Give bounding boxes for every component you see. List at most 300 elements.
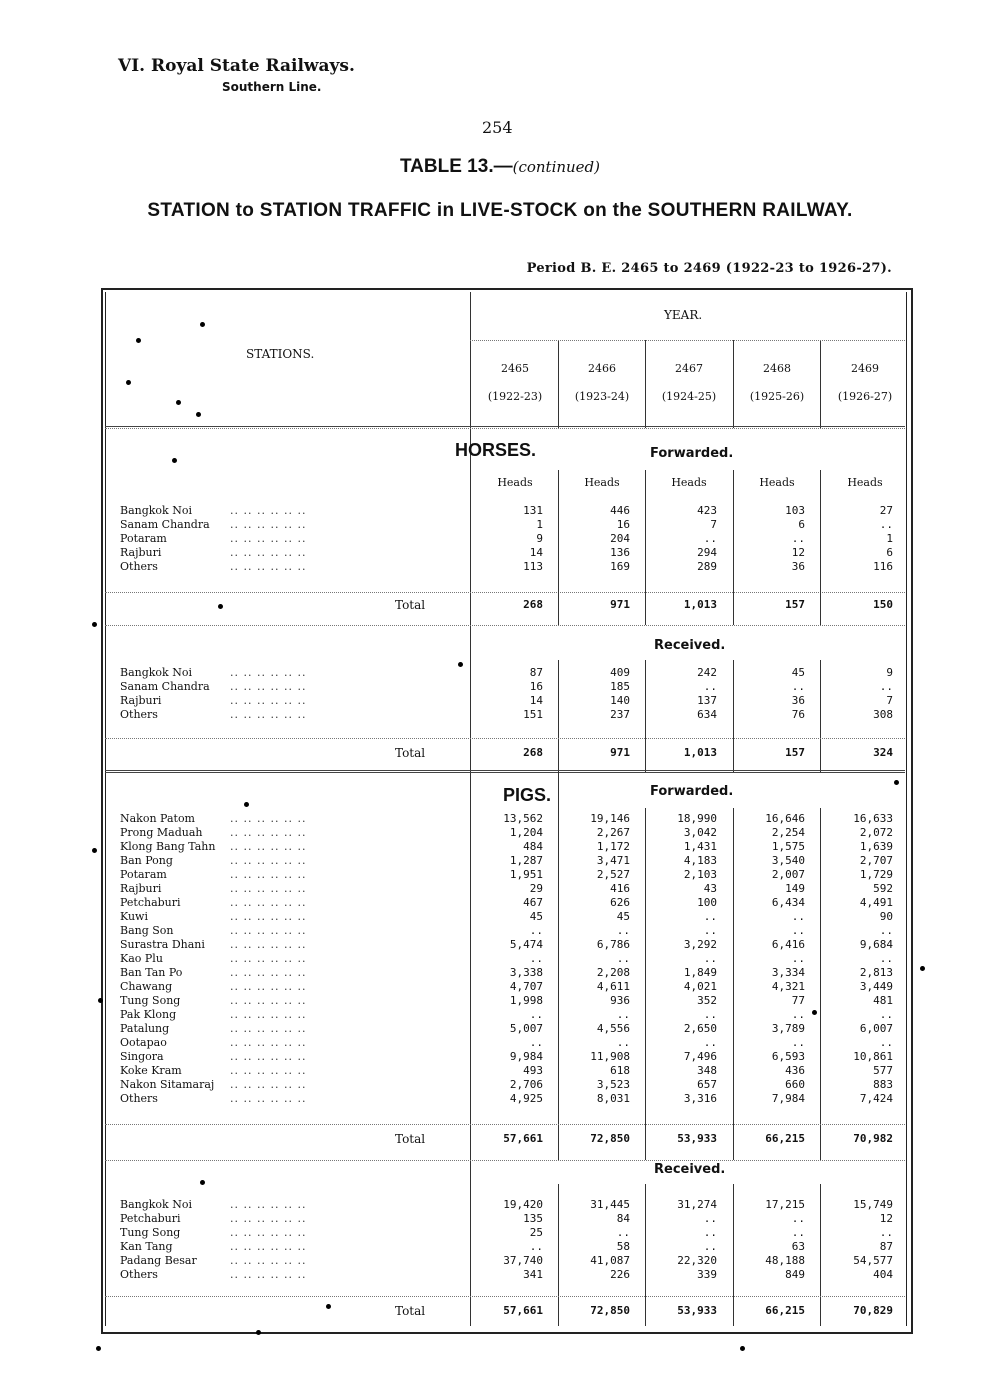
station-name: Petchaburi xyxy=(120,896,181,909)
cell-value: 3,338 xyxy=(509,966,543,979)
cell-value: 31,445 xyxy=(590,1198,630,1211)
cell-value: 289 xyxy=(697,560,717,573)
total-value: 971 xyxy=(610,598,630,611)
leader-dots: .. .. .. .. .. .. xyxy=(230,938,307,951)
scan-speck xyxy=(96,1346,101,1351)
cell-value: 6,416 xyxy=(771,938,805,951)
cell-value: .. xyxy=(791,680,805,693)
station-name: Pak Klong xyxy=(120,1008,177,1021)
cell-value: .. xyxy=(791,1008,805,1021)
cell-value: 9 xyxy=(536,532,543,545)
cell-value: 2,267 xyxy=(596,826,630,839)
cell-value: 237 xyxy=(610,708,630,721)
row-rule xyxy=(105,1296,905,1297)
cell-value: .. xyxy=(529,952,543,965)
cell-value: .. xyxy=(529,1240,543,1253)
year-ce: (1922-23) xyxy=(487,390,543,403)
cell-value: 446 xyxy=(610,504,630,517)
cell-value: .. xyxy=(879,952,893,965)
cell-value: .. xyxy=(616,924,630,937)
column-rule xyxy=(558,772,559,1160)
station-name: Chawang xyxy=(120,980,173,993)
cell-value: 17,215 xyxy=(765,1198,805,1211)
cell-value: .. xyxy=(703,680,717,693)
leader-dots: .. .. .. .. .. .. xyxy=(230,1212,307,1225)
cell-value: .. xyxy=(791,532,805,545)
cell-value: .. xyxy=(703,1240,717,1253)
cell-value: 467 xyxy=(523,896,543,909)
station-name: Rajburi xyxy=(120,546,162,559)
station-name: Bangkok Noi xyxy=(120,666,192,679)
scan-speck xyxy=(740,1346,745,1351)
station-name: Klong Bang Tahn xyxy=(120,840,216,853)
cell-value: 11,908 xyxy=(590,1050,630,1063)
column-rule xyxy=(645,660,646,772)
station-name: Others xyxy=(120,1092,158,1105)
row-rule xyxy=(470,340,905,341)
cell-value: 436 xyxy=(785,1064,805,1077)
cell-value: 135 xyxy=(523,1212,543,1225)
cell-value: 4,183 xyxy=(683,854,717,867)
cell-value: 2,706 xyxy=(509,1078,543,1091)
cell-value: 577 xyxy=(873,1064,893,1077)
leader-dots: .. .. .. .. .. .. xyxy=(230,1198,307,1211)
cell-value: 6,593 xyxy=(771,1050,805,1063)
total-label: Total xyxy=(395,1304,426,1318)
row-rule xyxy=(105,1160,905,1161)
column-rule xyxy=(820,660,821,772)
scan-speck xyxy=(98,998,103,1003)
column-rule xyxy=(820,808,821,1160)
leader-dots: .. .. .. .. .. .. xyxy=(230,896,307,909)
station-name: Sanam Chandra xyxy=(120,518,210,531)
total-value: 70,829 xyxy=(853,1304,893,1317)
cell-value: 22,320 xyxy=(677,1254,717,1267)
year-ce: (1924-25) xyxy=(661,390,717,403)
cell-value: 1,287 xyxy=(509,854,543,867)
cell-value: 169 xyxy=(610,560,630,573)
leader-dots: .. .. .. .. .. .. xyxy=(230,1050,307,1063)
leader-dots: .. .. .. .. .. .. xyxy=(230,840,307,853)
cell-value: 76 xyxy=(791,708,805,721)
station-name: Potaram xyxy=(120,532,167,545)
leader-dots: .. .. .. .. .. .. xyxy=(230,826,307,839)
section-title: HORSES. xyxy=(455,440,537,460)
cell-value: 19,146 xyxy=(590,812,630,825)
year-header: YEAR. xyxy=(664,308,703,322)
cell-value: 341 xyxy=(523,1268,543,1281)
cell-value: 87 xyxy=(879,1240,893,1253)
column-rule xyxy=(558,1184,559,1326)
cell-value: .. xyxy=(529,924,543,937)
cell-value: 416 xyxy=(610,882,630,895)
cell-value: 6,786 xyxy=(596,938,630,951)
section-heading: VI. Royal State Railways. xyxy=(118,56,355,76)
leader-dots: .. .. .. .. .. .. xyxy=(230,882,307,895)
cell-value: 849 xyxy=(785,1268,805,1281)
total-value: 53,933 xyxy=(677,1304,717,1317)
cell-value: 12 xyxy=(791,546,805,559)
leader-dots: .. .. .. .. .. .. xyxy=(230,504,307,517)
cell-value: 16 xyxy=(616,518,630,531)
leader-dots: .. .. .. .. .. .. xyxy=(230,924,307,937)
cell-value: .. xyxy=(879,924,893,937)
leader-dots: .. .. .. .. .. .. xyxy=(230,1036,307,1049)
cell-value: 2,650 xyxy=(683,1022,717,1035)
scan-speck xyxy=(256,1330,261,1335)
cell-value: 4,611 xyxy=(596,980,630,993)
cell-value: 423 xyxy=(697,504,717,517)
station-name: Bangkok Noi xyxy=(120,504,192,517)
year-be: 2469 xyxy=(851,362,879,375)
column-rule xyxy=(645,1184,646,1326)
total-value: 157 xyxy=(785,746,805,759)
cell-value: 242 xyxy=(697,666,717,679)
leader-dots: .. .. .. .. .. .. xyxy=(230,1078,307,1091)
cell-value: .. xyxy=(703,924,717,937)
scan-speck xyxy=(458,662,463,667)
scan-speck xyxy=(136,338,141,343)
cell-value: .. xyxy=(791,952,805,965)
leader-dots: .. .. .. .. .. .. xyxy=(230,1022,307,1035)
cell-value: 140 xyxy=(610,694,630,707)
column-rule xyxy=(558,660,559,772)
cell-value: 15,749 xyxy=(853,1198,893,1211)
leader-dots: .. .. .. .. .. .. xyxy=(230,1268,307,1281)
cell-value: .. xyxy=(616,1226,630,1239)
cell-value: 1 xyxy=(886,532,893,545)
cell-value: 7 xyxy=(710,518,717,531)
cell-value: .. xyxy=(703,952,717,965)
scan-speck xyxy=(172,458,177,463)
column-rule xyxy=(558,592,559,625)
cell-value: 25 xyxy=(529,1226,543,1239)
cell-value: 3,292 xyxy=(683,938,717,951)
cell-value: .. xyxy=(703,1008,717,1021)
leader-dots: .. .. .. .. .. .. xyxy=(230,868,307,881)
year-be: 2465 xyxy=(501,362,529,375)
cell-value: 90 xyxy=(879,910,893,923)
section-title: PIGS. xyxy=(503,785,552,805)
cell-value: 45 xyxy=(616,910,630,923)
station-name: Prong Maduah xyxy=(120,826,203,839)
cell-value: 58 xyxy=(616,1240,630,1253)
cell-value: 6,007 xyxy=(859,1022,893,1035)
table-continued: (continued) xyxy=(512,158,601,176)
row-rule xyxy=(105,428,905,429)
received-label: Received. xyxy=(654,1162,726,1177)
scan-speck xyxy=(92,622,97,627)
cell-value: 36 xyxy=(791,694,805,707)
cell-value: 45 xyxy=(529,910,543,923)
cell-value: 4,321 xyxy=(771,980,805,993)
cell-value: 16 xyxy=(529,680,543,693)
column-rule xyxy=(733,808,734,1160)
scan-speck xyxy=(920,966,925,971)
table-title: STATION to STATION TRAFFIC in LIVE-STOCK on the SOUTHERN RAILWAY. xyxy=(147,200,853,221)
cell-value: 1,575 xyxy=(771,840,805,853)
cell-value: 3,789 xyxy=(771,1022,805,1035)
row-rule xyxy=(105,592,905,593)
unit-label: Heads xyxy=(584,476,620,489)
total-value: 157 xyxy=(785,598,805,611)
cell-value: 484 xyxy=(523,840,543,853)
cell-value: .. xyxy=(703,910,717,923)
cell-value: .. xyxy=(791,924,805,937)
total-value: 1,013 xyxy=(683,598,717,611)
cell-value: 87 xyxy=(529,666,543,679)
station-name: Ban Tan Po xyxy=(120,966,183,979)
cell-value: 1,849 xyxy=(683,966,717,979)
forwarded-label: Forwarded. xyxy=(650,784,734,799)
column-rule xyxy=(645,808,646,1160)
column-rule xyxy=(645,340,646,428)
cell-value: 348 xyxy=(697,1064,717,1077)
year-be: 2467 xyxy=(675,362,703,375)
total-label: Total xyxy=(395,598,426,612)
station-name: Ban Pong xyxy=(120,854,173,867)
cell-value: 10,861 xyxy=(853,1050,893,1063)
cell-value: 9,984 xyxy=(509,1050,543,1063)
cell-value: 3,449 xyxy=(859,980,893,993)
table-number: TABLE 13.— xyxy=(399,156,513,177)
column-rule xyxy=(645,470,646,592)
cell-value: 137 xyxy=(697,694,717,707)
total-value: 1,013 xyxy=(683,746,717,759)
column-rule xyxy=(733,470,734,592)
cell-value: .. xyxy=(616,1008,630,1021)
leader-dots: .. .. .. .. .. .. xyxy=(230,1254,307,1267)
column-rule xyxy=(558,470,559,592)
column-rule xyxy=(645,592,646,625)
row-rule xyxy=(105,738,905,739)
cell-value: 31,274 xyxy=(677,1198,717,1211)
cell-value: 226 xyxy=(610,1268,630,1281)
cell-value: 1 xyxy=(536,518,543,531)
cell-value: 9 xyxy=(886,666,893,679)
cell-value: 84 xyxy=(616,1212,630,1225)
cell-value: .. xyxy=(703,1036,717,1049)
leader-dots: .. .. .. .. .. .. xyxy=(230,694,307,707)
scan-speck xyxy=(196,412,201,417)
leader-dots: .. .. .. .. .. .. xyxy=(230,518,307,531)
total-value: 57,661 xyxy=(503,1304,543,1317)
cell-value: 149 xyxy=(785,882,805,895)
cell-value: 36 xyxy=(791,560,805,573)
station-name: Others xyxy=(120,560,158,573)
cell-value: 409 xyxy=(610,666,630,679)
cell-value: 634 xyxy=(697,708,717,721)
row-rule xyxy=(105,625,905,626)
cell-value: 100 xyxy=(697,896,717,909)
total-value: 70,982 xyxy=(853,1132,893,1145)
cell-value: 493 xyxy=(523,1064,543,1077)
cell-value: 45 xyxy=(791,666,805,679)
cell-value: 12 xyxy=(879,1212,893,1225)
column-rule xyxy=(820,340,821,428)
station-name: Tung Song xyxy=(120,1226,181,1239)
cell-value: .. xyxy=(703,532,717,545)
scan-speck xyxy=(92,848,97,853)
cell-value: 37,740 xyxy=(503,1254,543,1267)
leader-dots: .. .. .. .. .. .. xyxy=(230,952,307,965)
cell-value: 1,639 xyxy=(859,840,893,853)
cell-value: .. xyxy=(879,1036,893,1049)
cell-value: 4,021 xyxy=(683,980,717,993)
cell-value: 18,990 xyxy=(677,812,717,825)
total-value: 57,661 xyxy=(503,1132,543,1145)
total-value: 66,215 xyxy=(765,1304,805,1317)
cell-value: 204 xyxy=(610,532,630,545)
cell-value: 19,420 xyxy=(503,1198,543,1211)
forwarded-label: Forwarded. xyxy=(650,446,734,461)
station-name: Rajburi xyxy=(120,882,162,895)
scan-speck xyxy=(200,1180,205,1185)
cell-value: 3,471 xyxy=(596,854,630,867)
row-rule xyxy=(105,426,905,427)
cell-value: 7,496 xyxy=(683,1050,717,1063)
cell-value: 5,474 xyxy=(509,938,543,951)
cell-value: 48,188 xyxy=(765,1254,805,1267)
year-be: 2468 xyxy=(763,362,791,375)
cell-value: .. xyxy=(791,1226,805,1239)
total-value: 66,215 xyxy=(765,1132,805,1145)
cell-value: 7,424 xyxy=(859,1092,893,1105)
station-name: Petchaburi xyxy=(120,1212,181,1225)
unit-label: Heads xyxy=(497,476,533,489)
cell-value: 3,334 xyxy=(771,966,805,979)
cell-value: 6,434 xyxy=(771,896,805,909)
station-name: Rajburi xyxy=(120,694,162,707)
leader-dots: .. .. .. .. .. .. xyxy=(230,1064,307,1077)
year-be: 2466 xyxy=(588,362,616,375)
station-name: Nakon Sitamaraj xyxy=(120,1078,215,1091)
cell-value: 2,103 xyxy=(683,868,717,881)
cell-value: .. xyxy=(791,910,805,923)
cell-value: 4,925 xyxy=(509,1092,543,1105)
cell-value: 7,984 xyxy=(771,1092,805,1105)
leader-dots: .. .. .. .. .. .. xyxy=(230,1092,307,1105)
leader-dots: .. .. .. .. .. .. xyxy=(230,966,307,979)
station-name: Others xyxy=(120,708,158,721)
station-name: Others xyxy=(120,1268,158,1281)
cell-value: 618 xyxy=(610,1064,630,1077)
cell-value: .. xyxy=(879,1226,893,1239)
column-rule xyxy=(820,1184,821,1326)
row-rule xyxy=(105,770,905,771)
cell-value: .. xyxy=(616,1036,630,1049)
unit-label: Heads xyxy=(847,476,883,489)
cell-value: 136 xyxy=(610,546,630,559)
cell-value: 185 xyxy=(610,680,630,693)
cell-value: 6 xyxy=(798,518,805,531)
cell-value: 5,007 xyxy=(509,1022,543,1035)
leader-dots: .. .. .. .. .. .. xyxy=(230,812,307,825)
cell-value: 592 xyxy=(873,882,893,895)
cell-value: 2,072 xyxy=(859,826,893,839)
cell-value: 13,562 xyxy=(503,812,543,825)
leader-dots: .. .. .. .. .. .. xyxy=(230,994,307,1007)
scan-speck xyxy=(218,604,223,609)
leader-dots: .. .. .. .. .. .. xyxy=(230,546,307,559)
scan-speck xyxy=(176,400,181,405)
station-name: Padang Besar xyxy=(120,1254,197,1267)
cell-value: 4,491 xyxy=(859,896,893,909)
station-name: Bang Son xyxy=(120,924,174,937)
cell-value: 27 xyxy=(879,504,893,517)
cell-value: 936 xyxy=(610,994,630,1007)
cell-value: .. xyxy=(879,1008,893,1021)
cell-value: 7 xyxy=(886,694,893,707)
column-rule xyxy=(733,592,734,625)
leader-dots: .. .. .. .. .. .. xyxy=(230,666,307,679)
cell-value: 131 xyxy=(523,504,543,517)
scan-speck xyxy=(244,802,249,807)
total-value: 53,933 xyxy=(677,1132,717,1145)
scan-speck xyxy=(126,380,131,385)
cell-value: 9,684 xyxy=(859,938,893,951)
cell-value: 116 xyxy=(873,560,893,573)
stations-header: STATIONS. xyxy=(246,347,315,361)
station-name: Bangkok Noi xyxy=(120,1198,192,1211)
cell-value: .. xyxy=(791,1036,805,1049)
cell-value: 883 xyxy=(873,1078,893,1091)
cell-value: 308 xyxy=(873,708,893,721)
cell-value: 8,031 xyxy=(596,1092,630,1105)
cell-value: 2,527 xyxy=(596,868,630,881)
station-name: Kao Plu xyxy=(120,952,163,965)
leader-dots: .. .. .. .. .. .. xyxy=(230,532,307,545)
leader-dots: .. .. .. .. .. .. xyxy=(230,680,307,693)
cell-value: 1,729 xyxy=(859,868,893,881)
cell-value: 626 xyxy=(610,896,630,909)
total-value: 268 xyxy=(523,598,543,611)
leader-dots: .. .. .. .. .. .. xyxy=(230,854,307,867)
leader-dots: .. .. .. .. .. .. xyxy=(230,910,307,923)
leader-dots: .. .. .. .. .. .. xyxy=(230,1226,307,1239)
cell-value: 4,556 xyxy=(596,1022,630,1035)
station-name: Kan Tang xyxy=(120,1240,173,1253)
unit-label: Heads xyxy=(759,476,795,489)
column-rule xyxy=(733,660,734,772)
cell-value: 1,998 xyxy=(509,994,543,1007)
station-name: Tung Song xyxy=(120,994,181,1007)
total-label: Total xyxy=(395,1132,426,1146)
total-value: 971 xyxy=(610,746,630,759)
cell-value: .. xyxy=(703,1226,717,1239)
cell-value: 657 xyxy=(697,1078,717,1091)
leader-dots: .. .. .. .. .. .. xyxy=(230,980,307,993)
leader-dots: .. .. .. .. .. .. xyxy=(230,708,307,721)
station-name: Surastra Dhani xyxy=(120,938,205,951)
table-label xyxy=(0,156,1000,178)
station-name: Koke Kram xyxy=(120,1064,182,1077)
total-value: 150 xyxy=(873,598,893,611)
scan-speck xyxy=(326,1304,331,1309)
column-rule xyxy=(733,1184,734,1326)
total-value: 72,850 xyxy=(590,1304,630,1317)
row-rule xyxy=(105,1124,905,1125)
cell-value: .. xyxy=(529,1008,543,1021)
cell-value: 1,431 xyxy=(683,840,717,853)
cell-value: .. xyxy=(879,680,893,693)
cell-value: 54,577 xyxy=(853,1254,893,1267)
cell-value: 103 xyxy=(785,504,805,517)
cell-value: 6 xyxy=(886,546,893,559)
page-number: 254 xyxy=(482,118,513,137)
station-name: Kuwi xyxy=(120,910,148,923)
column-rule xyxy=(820,592,821,625)
